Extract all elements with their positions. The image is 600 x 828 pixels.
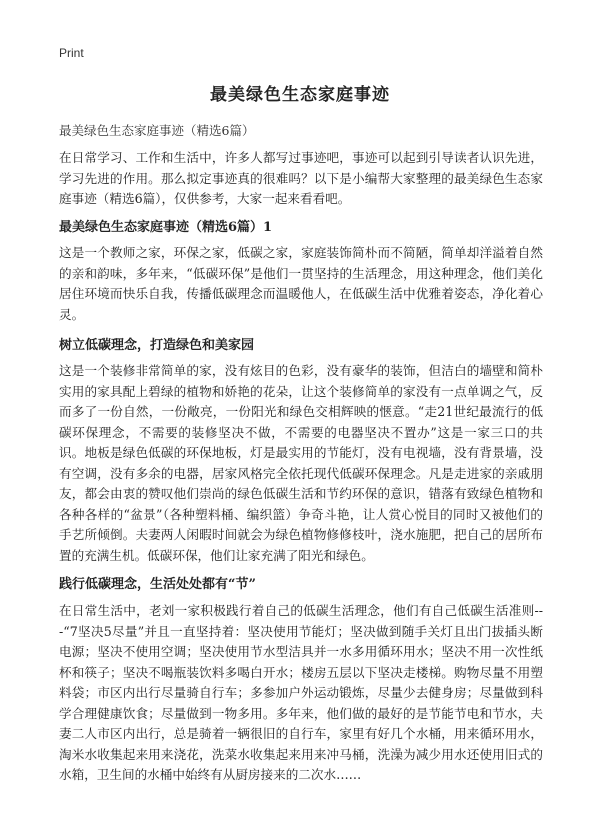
section-paragraph: 在日常生活中，老刘一家积极践行着自己的低碳生活理念，他们有自己低碳生活准则---“7坚决5尽量”并且一直坚持着：坚决使用节能灯；坚决做到随手关灯且出门拔插头断电源；坚决不使用空调；坚决使用节水型洁具并一水多用循环用水；坚决不用一次性纸杯和筷子；坚决不喝瓶装饮料多喝白开水；楼房五层以下坚决走楼梯。购物尽量不用塑料袋；市区内出行尽量骑自行车；多参加户外运动锻炼，尽量少去健身房；尽量做到科学合理健康饮食；尽量做到一物多用。多年来，他们做的最好的是节能节电和节水，夫妻二人市区内出行，总是骑着一辆很旧的自行车，家里有好几个水桶，用来循环用水，淘米水收集起来用来浇花，洗菜水收集起来用来冲马桶，洗澡为减少用水还使用旧式的水箱，卫生间的水桶中始终有从厨房接来的二次水…… <box>59 603 543 782</box>
intro-paragraph: 在日常学习、工作和生活中，许多人都写过事迹吧，事迹可以起到引导读者认识先进，学习先进的作用。那么拟定事迹真的很难吗？以下是小编帮大家整理的最美绿色生态家庭事迹（精选6篇），仅供参考，大家一起来看看吧。 <box>59 150 543 206</box>
section-heading: 树立低碳理念，打造绿色和美家园 <box>59 338 255 353</box>
section-paragraph: 这是一个装修非常简单的家，没有炫目的色彩，没有豪华的装饰，但洁白的墙壁和简朴实用的家具配上碧绿的植物和娇艳的花朵，让这个装修简单的家没有一点单调之气，反而多了一份自然，一份敞亮，一份阳光和绿色交相辉映的惬意。“走21世纪最流行的低碳环保理念，不需要的装修坚决不做，不需要的电器坚决不置办”这是一家三口的共识。地板是绿色低碳的环保地板，灯是最实用的节能灯，没有电视墙，没有背景墙，没有空调，没有多余的电器，居家风格完全依托现代低碳环保理念。凡是走进家的亲戚朋友，都会由衷的赞叹他们崇尚的绿色低碳生活和节约环保的意识，错落有致绿色植物和各种各样的“盆景”（各种塑料桶、编织篮）争奇斗艳，让人赏心悦目的同时又被他们的手艺所倾倒。夫妻两人闲暇时间就会为绿色植物修修枝叶，浇水施肥，把自己的居所布置的充满生机。低碳环保，他们让家充满了阳光和绿色。 <box>59 363 543 563</box>
section-heading: 践行低碳理念，生活处处都有“节” <box>59 577 256 592</box>
print-link[interactable]: Print <box>59 46 84 60</box>
document-subtitle: 最美绿色生态家庭事迹（精选6篇） <box>59 123 255 138</box>
section-paragraph: 这是一个教师之家，环保之家，低碳之家，家庭装饰简朴而不简陋，简单却洋溢着自然的亲和韵味，多年来，“低碳环保”是他们一贯坚持的生活理念，用这种理念，他们美化居住环境而快乐自我，传播低碳理念而温暖他人，在低碳生活中优雅着姿态，净化着心灵。 <box>59 245 543 322</box>
document-title: 最美绿色生态家庭事迹 <box>210 85 390 105</box>
section-heading: 最美绿色生态家庭事迹（精选6篇）1 <box>59 220 273 235</box>
